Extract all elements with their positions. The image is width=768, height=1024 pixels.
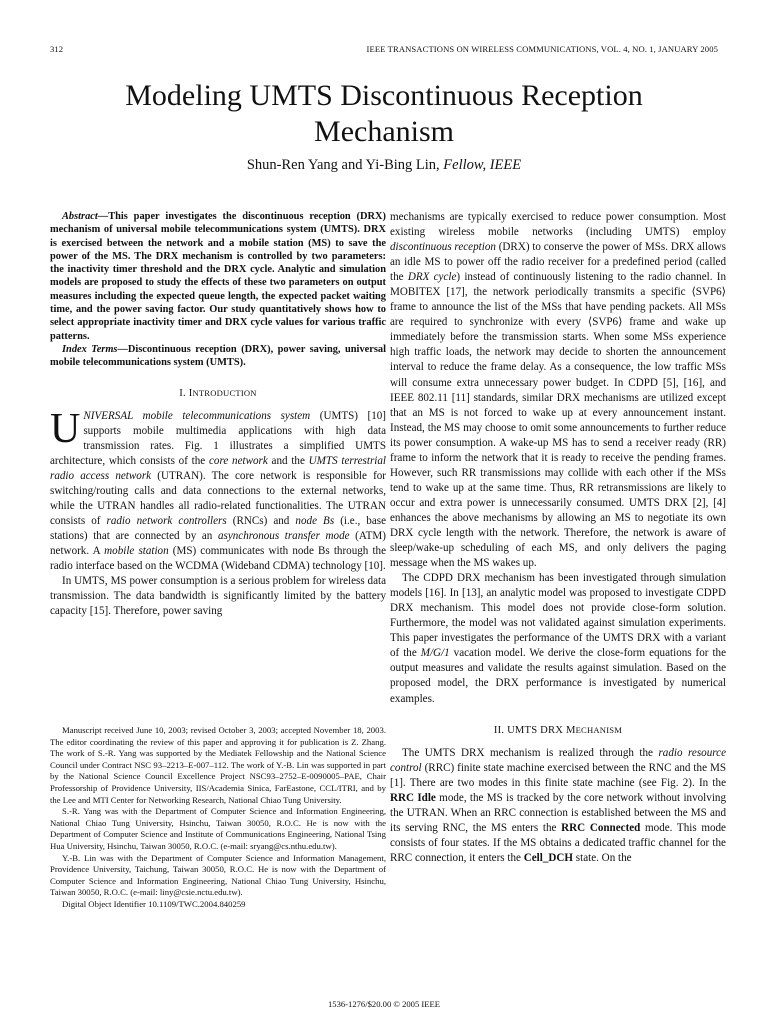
footnote-author-yang: S.-R. Yang was with the Department of Computer Science and Information Engineering, National Chiao Tung University, Hsinchu, Taiwan 30050, R.O.C. He is now with the Department of Computer Science and Institute of Communications Engineering, National Tsing Hua University, Hsinchu, Taiwan 30050, R.O.C. (e-mail: sryang@cs.nthu.edu.tw). <box>50 806 386 851</box>
left-column <box>50 210 386 619</box>
section-heading-umts-drx: II. UMTS DRX MECHANISM <box>493 724 623 736</box>
index-terms-label: Index Terms— <box>62 343 128 355</box>
footnote-author-lin: Y.-B. Lin was with the Department of Computer Science and Information Management, Providence University, Taichung, Taiwan 30050, R.O.C. He is now with the Department of Computer Science and Information Engineering, National Chiao Tung University, Hsinchu, Taiwan 30050, R.O.C. (e-mail: liny@csie.nctu.edu.tw). <box>50 852 386 898</box>
drop-cap: U <box>50 405 81 452</box>
copyright-footer: 1536-1276/$20.00 © 2005 IEEE <box>327 999 441 1009</box>
index-terms-text: Discontinuous reception (DRX), power saving, universal mobile telecommunications system (UMTS). <box>50 343 386 369</box>
footnote <box>50 725 386 911</box>
abstract <box>50 210 386 343</box>
abstract-text: This paper investigates the discontinuous reception (DRX) mechanism of universal mobile telecommunications system (UMTS). DRX is exercised between the network and a mobile station (MS) to save the power of the MS. The DRX mechanism is controlled by two parameters: the inactivity timer threshold and the DRX cycle. Analytic and simulation models are proposed to study the effects of these two parameters on output measures including the expected queue length, the expected packet waiting time, and the power saving factor. Our study quantitatively shows how to select appropriate inactivity timer and DRX cycle values for various traffic patterns. <box>50 211 386 342</box>
index-terms <box>50 343 386 370</box>
title-line-1: Modeling UMTS Discontinuous Reception <box>125 79 643 112</box>
author-names: Shun-Ren Yang and Yi-Bing Lin, <box>246 157 440 173</box>
intro-paragraph-2: In UMTS, MS power consumption is a serious problem for wireless data transmission. The data bandwidth is significantly limited by the battery capacity [15]. Therefore, power saving <box>50 575 386 618</box>
author-role: Fellow, IEEE <box>443 157 522 173</box>
right-paragraph-2: The CDPD DRX mechanism has been investigated through simulation models [16]. In [13], an analytic model was proposed to investigate CDPD DRX mechanism. This model does not provide close-form solution. Furthermore, the model was not validated against simulation experiments. This paper investigates the performance of the UMTS DRX with a variant of the M/G/1 vacation model. We derive the close-form equations for the output measures and validate the results against simulation. Based on the proposed model, the DRX performance is investigated by numerical examples. <box>390 572 726 705</box>
running-header: IEEE TRANSACTIONS ON WIRELESS COMMUNICATIONS, VOL. 4, NO. 1, JANUARY 2005 <box>366 44 718 54</box>
footnote-doi: Digital Object Identifier 10.1109/TWC.2004.840259 <box>62 898 246 909</box>
intro-paragraph-1: UNIVERSAL mobile telecommunications system (UMTS) [10] supports mobile multimedia applications with high data transmission rates. Fig. 1 illustrates a simplified UMTS architecture, which consists of the core network and the UMTS terrestrial radio access network (UTRAN). The core network is responsible for switching/routing calls and data connections to the external networks, while the UTRAN handles all radio-related functionalities. The UTRAN consists of radio network controllers (RNCs) and node Bs (i.e., base stations) that are connected by an asynchronous transfer mode (ATM) network. A mobile station (MS) communicates with node Bs through the radio interface based on the WCDMA (Wideband CDMA) technology [10]. <box>50 405 387 573</box>
title-line-2: Mechanism <box>314 115 454 148</box>
page-number: 312 <box>50 44 64 54</box>
right-paragraph-3: The UMTS DRX mechanism is realized through the radio resource control (RRC) finite state machine exercised between the RNC and the MS [1]. There are two modes in this finite state machine (see Fig. 2). In the RRC Idle mode, the MS is tracked by the core network without involving the UTRAN. When an RRC connection is established between the MS and its serving RNC, the MS enters the RRC Connected mode. This mode consists of four states. If the MS obtains a dedicated traffic channel for the RRC connection, it enters the Cell_DCH state. On the <box>390 746 726 864</box>
footnote-manuscript: Manuscript received June 10, 2003; revised October 3, 2003; accepted November 18, 2003. The editor coordinating the review of this paper and approving it for publication is Z. Zhang. The work of S.-R. Yang was supported by the Mediatek Fellowship and the National Science Council under Contract NSC 93–2213–E-007–112. The work of Y.-B. Lin was supported in part by the National Science Council Excellence Project NSC93–2752–E-0090005–PAE, Chair Professorship of Providence University, IIS/Academia Sinica, FarEastone, CCL/ITRI, and by the Lee and MTI Center for Networking Research, National Chiao Tung University. <box>50 725 386 805</box>
author-line <box>0 157 768 174</box>
right-column <box>390 210 726 866</box>
abstract-label: Abstract— <box>62 211 109 222</box>
paper-title <box>0 78 768 150</box>
right-paragraph-1: mechanisms are typically exercised to reduce power consumption. Most existing wireless mobile networks (including UMTS) employ discontinuous reception (DRX) to conserve the power of MSs. DRX allows an idle MS to power off the radio receiver for a predefined period (called the DRX cycle) instead of continuously listening to the radio channel. In MOBITEX [17], the network periodically transmits a specific ⟨SVP6⟩ frame to announce the list of the MSs that have pending packets. All MSs are required to synchronize with every ⟨SVP6⟩ frame and wake up immediately before the transmission starts. When some MSs experience high traffic loads, the network may decide to shorten the announcement interval to reduce the frame delay. As a consequence, the low traffic MSs will consume extra unnecessary power budget. In CDPD [5], [16], and IEEE 802.11 [11] standards, similar DRX mechanisms are utilized except that an MS is not forced to wake up at every announcement instant. Instead, the MS may choose to omit some announcements to further reduce its power consumption. A wake-up MS has to send a receiver ready (RR) frame to inform the network that it is ready to receive the pending frames. However, such RR transmissions may collide with each other if the MSs tend to wake up at the same time. Thus, RR retransmissions are likely to occur and extra power is unnecessarily consumed. UMTS DRX [2], [4] enhances the above mechanisms by allowing an MS to negotiate its own DRX cycle length with the network. Therefore, the network is aware of sleep/wake-up scheduling of each MS, and only delivers the paging message when the MS wakes up. <box>390 211 727 570</box>
section-heading-introduction: I. INTRODUCTION <box>179 387 257 399</box>
